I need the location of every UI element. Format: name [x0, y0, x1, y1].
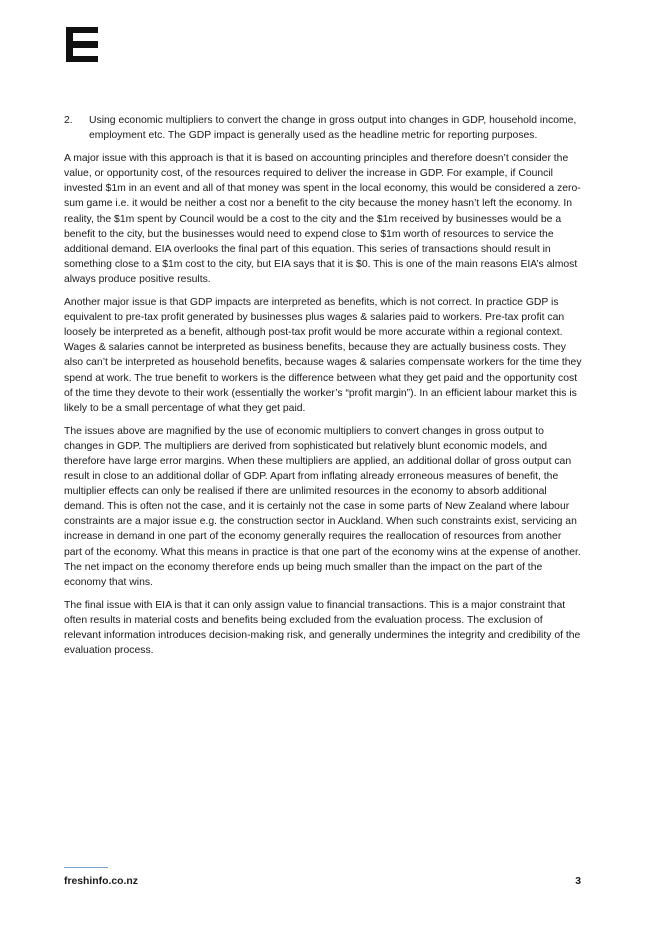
- list-number: 2.: [64, 115, 73, 126]
- list-item: [64, 113, 582, 143]
- page-number: 3: [575, 876, 581, 887]
- logo-icon: [66, 27, 98, 62]
- paragraph-multipliers: The issues above are magnified by the use of economic multipliers to convert changes in gross output to changes in GDP. The multipliers are derived from sophisticated but relatively blunt economic models, and therefore have large error margins. When these multipliers are applied, an additional dollar of gross output can result in close to an additional dollar of GDP. Apart from inflating already erroneous measures of benefit, the multiplier effects can only be realised if there are unlimited resources in the economy to absorb additional demand. This is often not the case, and it is certainly not the case in some parts of New Zealand where labour constraints are a major issue e.g. the construction sector in Auckland. When such constraints exist, servicing an increase in demand in one part of the economy generally requires the reallocation of resources from another part of the economy. What this means in practice is that one part of the economy wins at the expense of another. The net impact on the economy therefore ends up being much smaller than the impact on the part of the economy that wins.: [64, 425, 581, 588]
- paragraph-financial-transactions: The final issue with EIA is that it can only assign value to financial transactions. This is a major constraint that often results in material costs and benefits being excluded from the evaluation process. The exclusion of relevant information introduces decision-making risk, and generally undermines the integrity and credibility of the evaluation process.: [64, 599, 581, 657]
- list-text: Using economic multipliers to convert the change in gross output into changes in GDP, household income, employment etc. The GDP impact is generally used as the headline metric for reporting purposes.: [89, 115, 577, 142]
- document-body: [64, 113, 582, 666]
- paragraph-opportunity-cost: A major issue with this approach is that it is based on accounting principles and therefore doesn’t consider the value, or opportunity cost, of the resources required to deliver the increase in GDP. For example, if Council invested $1m in an event and all of that money was spent in the local economy, this would be considered a zero-sum game i.e. it would be neither a cost nor a benefit to the city because the money hasn’t left the economy. In reality, the $1m spent by Council would be a cost to the city and the $1m received by businesses would be a benefit to the city, but the businesses would need to expend close to $1m worth of resources to service the additional demand. EIA overlooks the final part of this equation. This series of transactions should result in something close to a $1m cost to the city, but EIA says that it is $0. This is one of the main reasons EIA’s almost always produce positive results.: [64, 153, 581, 285]
- paragraph-gdp-benefits: Another major issue is that GDP impacts are interpreted as benefits, which is not correct. In practice GDP is equivalent to pre-tax profit generated by businesses plus wages & salaries paid to workers. Pre-tax profit can loosely be interpreted as a benefit, although post-tax profit would be more accurate within a regional context. Wages & salaries cannot be interpreted as business benefits, because they are actually business costs. They also can’t be interpreted as household benefits, because wages & salaries compensate workers for the time they spend at work. The true benefit to workers is the difference between what they get paid and the opportunity cost of the time they devote to their work (essentially the worker’s “profit margin”). In an efficient labour market this is likely to be a small percentage of what they get paid.: [64, 297, 582, 414]
- footer-website: freshinfo.co.nz: [64, 876, 138, 887]
- footer-divider: [64, 867, 108, 868]
